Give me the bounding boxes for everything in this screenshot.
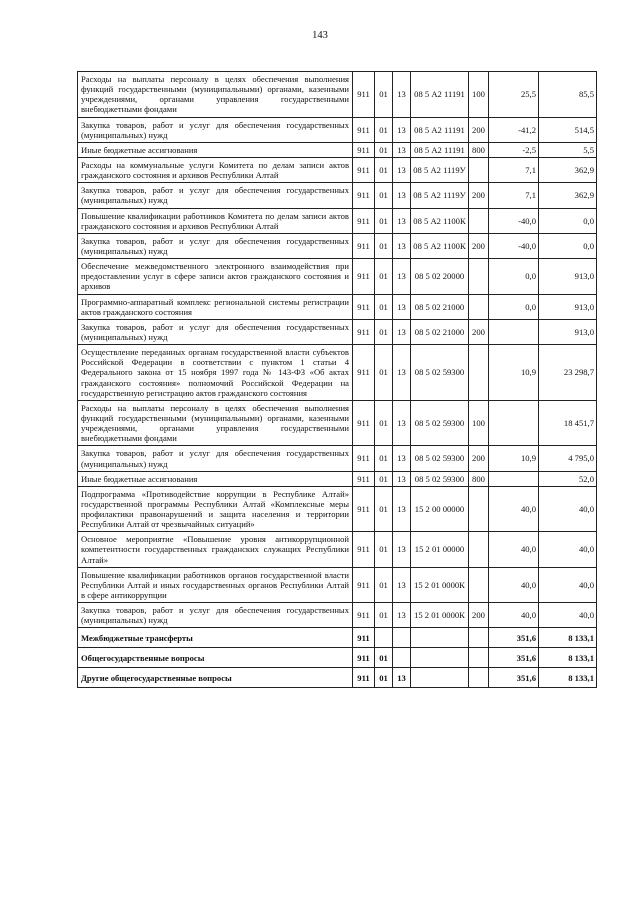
amount-change-cell: 351,6	[489, 628, 539, 648]
table-total-row	[78, 648, 597, 668]
target-article-cell: 15 2 00 00000	[411, 486, 469, 532]
expense-type-cell: 100	[469, 72, 489, 118]
expense-type-cell: 200	[469, 603, 489, 628]
table-row	[78, 446, 597, 471]
subsection-code-cell: 13	[393, 233, 411, 258]
target-article-cell: 08 5 А2 1100К	[411, 233, 469, 258]
admin-code-cell: 911	[353, 668, 375, 688]
row-description: Осуществление переданных органам государственной власти субъектов Российской Федерации в соответствии с пунктом 1 статьи 4 Федерального закона от 15 ноября 1997 года № 143-ФЗ «Об актах гражданского состояния» полномочий Российской Федерации на государственную регистрацию актов гражданского состояния	[78, 345, 353, 401]
expense-type-cell	[469, 668, 489, 688]
subsection-code-cell	[393, 628, 411, 648]
expense-type-cell	[469, 259, 489, 294]
amount-change-cell: -2,5	[489, 142, 539, 157]
subsection-code-cell: 13	[393, 294, 411, 319]
admin-code-cell: 911	[353, 567, 375, 602]
admin-code-cell: 911	[353, 157, 375, 182]
amount-total-cell: 23 298,7	[539, 345, 597, 401]
row-description: Основное мероприятие «Повышение уровня антикоррупционной компетентности государственных гражданских служащих Республики Алтай»	[78, 532, 353, 567]
amount-change-cell: 351,6	[489, 668, 539, 688]
section-code-cell: 01	[375, 117, 393, 142]
subsection-code-cell: 13	[393, 117, 411, 142]
subsection-code-cell: 13	[393, 668, 411, 688]
row-description: Повышение квалификации работников органов государственной власти Республики Алтай и иных государственных органов Республики Алтай в сфере антикоррупции	[78, 567, 353, 602]
row-description: Подпрограмма «Противодействие коррупции в Республике Алтай» государственной программы Республики Алтай «Комплексные меры профилактики правонарушений и защита населения и территории Республики Алтай от чрезвычайных ситуаций»	[78, 486, 353, 532]
amount-total-cell: 52,0	[539, 471, 597, 486]
admin-code-cell: 911	[353, 117, 375, 142]
expense-type-cell: 200	[469, 233, 489, 258]
expense-type-cell	[469, 628, 489, 648]
admin-code-cell: 911	[353, 319, 375, 344]
amount-change-cell: 40,0	[489, 567, 539, 602]
table-row	[78, 72, 597, 118]
target-article-cell: 08 5 02 21000	[411, 319, 469, 344]
expense-type-cell	[469, 486, 489, 532]
amount-total-cell: 0,0	[539, 233, 597, 258]
amount-change-cell: 25,5	[489, 72, 539, 118]
admin-code-cell: 911	[353, 603, 375, 628]
table-row	[78, 117, 597, 142]
subsection-code-cell: 13	[393, 471, 411, 486]
amount-change-cell: -40,0	[489, 208, 539, 233]
section-code-cell: 01	[375, 486, 393, 532]
table-row	[78, 532, 597, 567]
row-description: Иные бюджетные ассигнования	[78, 471, 353, 486]
amount-change-cell: 0,0	[489, 294, 539, 319]
expense-type-cell: 200	[469, 117, 489, 142]
admin-code-cell: 911	[353, 471, 375, 486]
expense-type-cell: 800	[469, 471, 489, 486]
amount-total-cell: 40,0	[539, 486, 597, 532]
subsection-code-cell: 13	[393, 446, 411, 471]
expense-type-cell: 800	[469, 142, 489, 157]
amount-change-cell: 10,9	[489, 345, 539, 401]
target-article-cell: 08 5 А2 11191	[411, 142, 469, 157]
target-article-cell: 08 5 02 20000	[411, 259, 469, 294]
row-description: Общегосударственные вопросы	[78, 648, 353, 668]
section-code-cell: 01	[375, 471, 393, 486]
row-description: Закупка товаров, работ и услуг для обеспечения государственных (муниципальных) нужд	[78, 183, 353, 208]
admin-code-cell: 911	[353, 400, 375, 446]
expense-type-cell: 200	[469, 319, 489, 344]
section-code-cell: 01	[375, 233, 393, 258]
section-code-cell: 01	[375, 567, 393, 602]
table-row	[78, 486, 597, 532]
amount-total-cell: 8 133,1	[539, 628, 597, 648]
amount-total-cell: 18 451,7	[539, 400, 597, 446]
subsection-code-cell: 13	[393, 400, 411, 446]
section-code-cell	[375, 628, 393, 648]
table-total-row	[78, 628, 597, 648]
admin-code-cell: 911	[353, 294, 375, 319]
amount-change-cell: 40,0	[489, 603, 539, 628]
expense-type-cell: 100	[469, 400, 489, 446]
target-article-cell	[411, 628, 469, 648]
table-row	[78, 208, 597, 233]
subsection-code-cell: 13	[393, 345, 411, 401]
target-article-cell: 08 5 А2 1119У	[411, 157, 469, 182]
section-code-cell: 01	[375, 259, 393, 294]
target-article-cell: 08 5 А2 1119У	[411, 183, 469, 208]
row-description: Расходы на выплаты персоналу в целях обеспечения выполнения функций государственными (муниципальными) органами, казенными учреждениями, органами управления государственными внебюджетными фондами	[78, 72, 353, 118]
amount-change-cell: 40,0	[489, 486, 539, 532]
amount-total-cell: 913,0	[539, 319, 597, 344]
amount-change-cell	[489, 319, 539, 344]
row-description: Повышение квалификации работников Комитета по делам записи актов гражданского состояния и архивов Республики Алтай	[78, 208, 353, 233]
subsection-code-cell: 13	[393, 532, 411, 567]
expense-type-cell	[469, 567, 489, 602]
table-body	[78, 72, 597, 688]
table-row	[78, 567, 597, 602]
subsection-code-cell: 13	[393, 183, 411, 208]
amount-total-cell: 40,0	[539, 603, 597, 628]
amount-total-cell: 8 133,1	[539, 648, 597, 668]
subsection-code-cell: 13	[393, 567, 411, 602]
target-article-cell: 15 2 01 00000	[411, 532, 469, 567]
admin-code-cell: 911	[353, 532, 375, 567]
section-code-cell: 01	[375, 603, 393, 628]
section-code-cell: 01	[375, 72, 393, 118]
section-code-cell: 01	[375, 345, 393, 401]
admin-code-cell: 911	[353, 486, 375, 532]
table-row	[78, 259, 597, 294]
amount-change-cell: 7,1	[489, 183, 539, 208]
amount-total-cell: 4 795,0	[539, 446, 597, 471]
target-article-cell	[411, 648, 469, 668]
amount-change-cell	[489, 400, 539, 446]
section-code-cell: 01	[375, 294, 393, 319]
subsection-code-cell	[393, 648, 411, 668]
amount-change-cell	[489, 471, 539, 486]
target-article-cell: 08 5 02 59300	[411, 446, 469, 471]
subsection-code-cell: 13	[393, 603, 411, 628]
section-code-cell: 01	[375, 532, 393, 567]
subsection-code-cell: 13	[393, 142, 411, 157]
admin-code-cell: 911	[353, 259, 375, 294]
section-code-cell: 01	[375, 208, 393, 233]
target-article-cell: 08 5 02 59300	[411, 471, 469, 486]
admin-code-cell: 911	[353, 628, 375, 648]
amount-total-cell: 0,0	[539, 208, 597, 233]
row-description: Другие общегосударственные вопросы	[78, 668, 353, 688]
expense-type-cell	[469, 294, 489, 319]
row-description: Закупка товаров, работ и услуг для обеспечения государственных (муниципальных) нужд	[78, 319, 353, 344]
row-description: Закупка товаров, работ и услуг для обеспечения государственных (муниципальных) нужд	[78, 117, 353, 142]
amount-total-cell: 362,9	[539, 183, 597, 208]
table-row	[78, 471, 597, 486]
table-row	[78, 345, 597, 401]
admin-code-cell: 911	[353, 648, 375, 668]
admin-code-cell: 911	[353, 446, 375, 471]
amount-change-cell: -41,2	[489, 117, 539, 142]
table-row	[78, 183, 597, 208]
amount-change-cell: 0,0	[489, 259, 539, 294]
table-row	[78, 142, 597, 157]
expense-type-cell	[469, 208, 489, 233]
subsection-code-cell: 13	[393, 259, 411, 294]
subsection-code-cell: 13	[393, 72, 411, 118]
section-code-cell: 01	[375, 319, 393, 344]
row-description: Межбюджетные трансферты	[78, 628, 353, 648]
admin-code-cell: 911	[353, 233, 375, 258]
admin-code-cell: 911	[353, 345, 375, 401]
row-description: Закупка товаров, работ и услуг для обеспечения государственных (муниципальных) нужд	[78, 446, 353, 471]
expense-type-cell	[469, 532, 489, 567]
subsection-code-cell: 13	[393, 157, 411, 182]
table-total-row	[78, 668, 597, 688]
amount-total-cell: 85,5	[539, 72, 597, 118]
target-article-cell: 08 5 02 59300	[411, 400, 469, 446]
expense-type-cell	[469, 157, 489, 182]
subsection-code-cell: 13	[393, 319, 411, 344]
section-code-cell: 01	[375, 157, 393, 182]
amount-change-cell: 7,1	[489, 157, 539, 182]
target-article-cell	[411, 668, 469, 688]
subsection-code-cell: 13	[393, 486, 411, 532]
expense-type-cell	[469, 345, 489, 401]
admin-code-cell: 911	[353, 72, 375, 118]
amount-total-cell: 913,0	[539, 259, 597, 294]
amount-total-cell: 913,0	[539, 294, 597, 319]
expense-type-cell: 200	[469, 446, 489, 471]
row-description: Закупка товаров, работ и услуг для обеспечения государственных (муниципальных) нужд	[78, 233, 353, 258]
row-description: Иные бюджетные ассигнования	[78, 142, 353, 157]
amount-total-cell: 514,5	[539, 117, 597, 142]
target-article-cell: 08 5 А2 11191	[411, 72, 469, 118]
amount-total-cell: 5,5	[539, 142, 597, 157]
section-code-cell: 01	[375, 183, 393, 208]
amount-total-cell: 8 133,1	[539, 668, 597, 688]
expense-type-cell: 200	[469, 183, 489, 208]
row-description: Обеспечение межведомственного электронного взаимодействия при предоставлении услуг в сфере записи актов гражданского состояния и архивов	[78, 259, 353, 294]
target-article-cell: 08 5 А2 11191	[411, 117, 469, 142]
table-row	[78, 233, 597, 258]
table-row	[78, 157, 597, 182]
table-row	[78, 400, 597, 446]
amount-total-cell: 362,9	[539, 157, 597, 182]
budget-table	[77, 71, 597, 688]
section-code-cell: 01	[375, 446, 393, 471]
section-code-cell: 01	[375, 400, 393, 446]
target-article-cell: 15 2 01 0000К	[411, 603, 469, 628]
amount-change-cell: -40,0	[489, 233, 539, 258]
section-code-cell: 01	[375, 648, 393, 668]
amount-total-cell: 40,0	[539, 532, 597, 567]
admin-code-cell: 911	[353, 142, 375, 157]
section-code-cell: 01	[375, 142, 393, 157]
admin-code-cell: 911	[353, 183, 375, 208]
amount-total-cell: 40,0	[539, 567, 597, 602]
amount-change-cell: 351,6	[489, 648, 539, 668]
table-row	[78, 319, 597, 344]
amount-change-cell: 40,0	[489, 532, 539, 567]
row-description: Программно-аппаратный комплекс региональной системы регистрации актов гражданского состояния	[78, 294, 353, 319]
admin-code-cell: 911	[353, 208, 375, 233]
row-description: Закупка товаров, работ и услуг для обеспечения государственных (муниципальных) нужд	[78, 603, 353, 628]
row-description: Расходы на коммунальные услуги Комитета по делам записи актов гражданского состояния и архивов Республики Алтай	[78, 157, 353, 182]
amount-change-cell: 10,9	[489, 446, 539, 471]
row-description: Расходы на выплаты персоналу в целях обеспечения выполнения функций государственными (муниципальными) органами, казенными учреждениями, органами управления государственными внебюджетными фондами	[78, 400, 353, 446]
target-article-cell: 08 5 А2 1100К	[411, 208, 469, 233]
target-article-cell: 08 5 02 21000	[411, 294, 469, 319]
subsection-code-cell: 13	[393, 208, 411, 233]
expense-type-cell	[469, 648, 489, 668]
table-row	[78, 294, 597, 319]
target-article-cell: 08 5 02 59300	[411, 345, 469, 401]
target-article-cell: 15 2 01 0000К	[411, 567, 469, 602]
page-number: 143	[312, 30, 328, 41]
table-row	[78, 603, 597, 628]
section-code-cell: 01	[375, 668, 393, 688]
